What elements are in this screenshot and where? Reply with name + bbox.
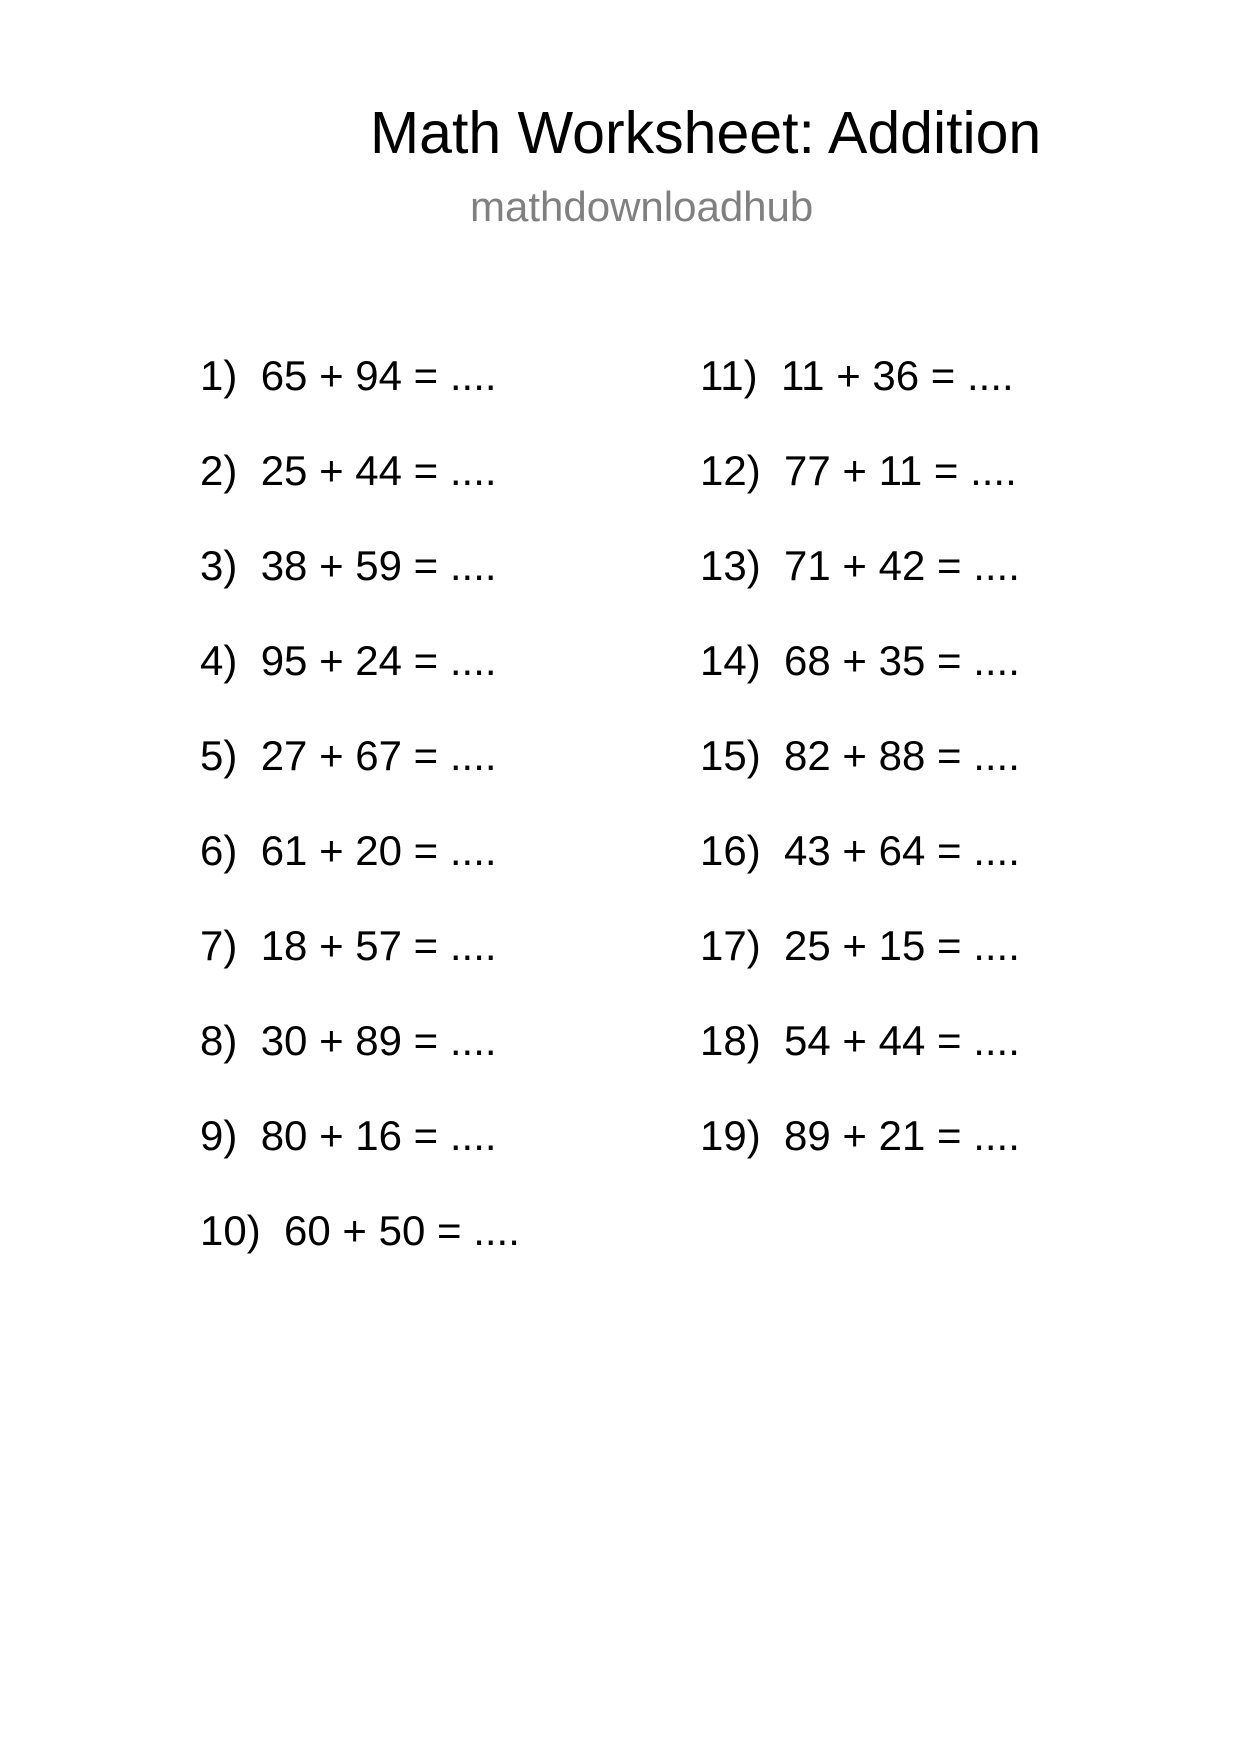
problem-item bbox=[200, 1206, 520, 1256]
problem-item bbox=[700, 446, 1017, 496]
problem-number: 17) bbox=[700, 922, 761, 969]
problem-item bbox=[200, 446, 497, 496]
problem-item bbox=[700, 921, 1020, 971]
problem-item bbox=[700, 1016, 1020, 1066]
problem-expression: 71 + 42 = .... bbox=[784, 542, 1020, 589]
problem-expression: 18 + 57 = .... bbox=[260, 922, 497, 969]
problem-item bbox=[200, 1111, 497, 1161]
problem-number: 1) bbox=[200, 352, 238, 399]
problem-expression: 68 + 35 = .... bbox=[784, 637, 1020, 684]
problem-number: 15) bbox=[700, 732, 761, 779]
problem-item bbox=[700, 731, 1020, 781]
problem-number: 2) bbox=[200, 447, 238, 494]
problem-number: 14) bbox=[700, 637, 761, 684]
problem-item bbox=[200, 636, 497, 686]
problem-expression: 80 + 16 = .... bbox=[260, 1112, 497, 1159]
problem-number: 7) bbox=[200, 922, 238, 969]
problem-number: 3) bbox=[200, 542, 238, 589]
problem-item bbox=[200, 921, 497, 971]
problem-item bbox=[200, 541, 497, 591]
problem-expression: 25 + 44 = .... bbox=[260, 447, 497, 494]
problem-expression: 38 + 59 = .... bbox=[260, 542, 497, 589]
worksheet-subtitle: mathdownloadhub bbox=[470, 183, 814, 230]
problem-item bbox=[700, 636, 1020, 686]
problem-number: 5) bbox=[200, 732, 238, 779]
problem-expression: 61 + 20 = .... bbox=[260, 827, 497, 874]
problem-expression: 82 + 88 = .... bbox=[784, 732, 1020, 779]
problem-item bbox=[200, 731, 497, 781]
problem-expression: 54 + 44 = .... bbox=[784, 1017, 1020, 1064]
problem-expression: 30 + 89 = .... bbox=[260, 1017, 497, 1064]
problem-expression: 27 + 67 = .... bbox=[260, 732, 497, 779]
problem-expression: 43 + 64 = .... bbox=[784, 827, 1020, 874]
problem-expression: 11 + 36 = .... bbox=[780, 352, 1014, 399]
problem-number: 6) bbox=[200, 827, 238, 874]
problem-expression: 89 + 21 = .... bbox=[784, 1112, 1020, 1159]
problem-item bbox=[200, 1016, 497, 1066]
problem-item bbox=[700, 1111, 1020, 1161]
problem-item bbox=[700, 826, 1020, 876]
problem-item bbox=[200, 351, 497, 401]
problem-number: 18) bbox=[700, 1017, 761, 1064]
problem-number: 10) bbox=[200, 1207, 261, 1254]
problem-number: 19) bbox=[700, 1112, 761, 1159]
problem-item bbox=[700, 541, 1020, 591]
problem-expression: 65 + 94 = .... bbox=[260, 352, 497, 399]
problem-number: 4) bbox=[200, 637, 238, 684]
problem-item bbox=[700, 351, 1014, 401]
problem-number: 13) bbox=[700, 542, 761, 589]
problem-number: 9) bbox=[200, 1112, 238, 1159]
problem-expression: 95 + 24 = .... bbox=[260, 637, 497, 684]
problem-number: 8) bbox=[200, 1017, 238, 1064]
problem-expression: 60 + 50 = .... bbox=[284, 1207, 520, 1254]
worksheet-title: Math Worksheet: Addition bbox=[370, 100, 1042, 166]
problem-number: 16) bbox=[700, 827, 761, 874]
problem-number: 12) bbox=[700, 447, 761, 494]
problem-expression: 77 + 11 = .... bbox=[784, 447, 1017, 494]
problem-expression: 25 + 15 = .... bbox=[784, 922, 1020, 969]
problem-item bbox=[200, 826, 497, 876]
problem-number: 11) bbox=[700, 352, 758, 399]
